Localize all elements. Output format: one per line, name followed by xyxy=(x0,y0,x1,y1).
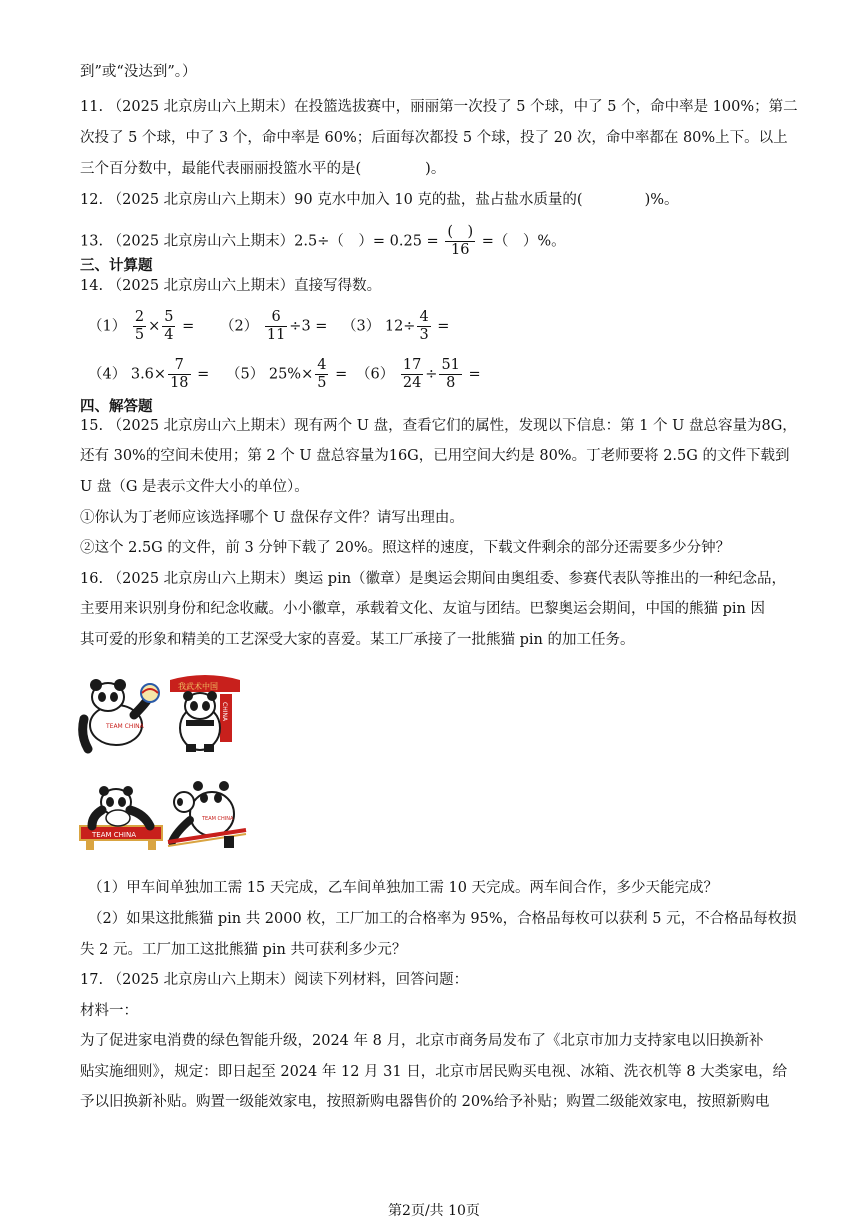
question-12 xyxy=(80,190,679,210)
item-label: （2） xyxy=(220,318,259,335)
question-15-line3: U 盘（G 是表示文件大小的单位）。 xyxy=(80,479,309,495)
pin-text: TEAM CHINA xyxy=(92,831,136,839)
calc-item-4: （4） 3.6× $\frac{7}{18}$ = xyxy=(88,357,210,391)
question-15-part2: ②这个 2.5G 的文件，前 3 分钟下载了 20%。照这样的速度，下载文件剩余的部分还需要多少分钟？ xyxy=(80,540,731,556)
question-16-sub1: （1）甲车间单独加工需 15 天完成，乙车间单独加工需 10 天完成。两车间合作，多少天能完成？ xyxy=(88,880,719,896)
question-11-line2: 次投了 5 个球，中了 3 个，命中率是 60%；后面每次都投 5 个球，投了 20 次，命中率都在 80%上下。以上 xyxy=(80,130,788,146)
item-label: （1） xyxy=(88,318,127,335)
item-label: （4） xyxy=(88,366,127,383)
question-16-line1: 16. （2025 北京房山六上期末）奥运 pin（徽章）是奥运会期间由奥组委、参赛代表队等推出的一种纪念品， xyxy=(80,571,787,587)
fraction: $\frac{2}{5}$ xyxy=(134,309,145,343)
page-footer: 第2页/共 10页 xyxy=(388,1203,480,1219)
pin-banner-text: 我武术中国 xyxy=(178,682,218,691)
fraction: $\frac{4}{3}$ xyxy=(419,309,429,343)
calc-item-2: （2） $\frac{6}{11}$ ÷3 = xyxy=(220,309,328,343)
calc-item-6: （6） $\frac{17}{24}$ ÷ $\frac{51}{8}$ = xyxy=(356,357,481,391)
section-heading-calc: 三、计算题 xyxy=(80,258,153,274)
question-13 xyxy=(80,224,566,259)
pin-side-text: CHINA xyxy=(221,702,228,722)
question-16-line3: 其可爱的形象和精美的工艺深受大家的喜爱。某工厂承接了一批熊猫 pin 的加工任务。 xyxy=(80,632,635,648)
calc-item-1: （1） $\frac{2}{5}$ × $\frac{5}{4}$ = xyxy=(88,309,195,343)
material-paragraph-line3: 予以旧换新补贴。购置一级能效家电，按照新购电器售价的 20%给予补贴；购置二级能效家电，按照新购电 xyxy=(80,1094,770,1110)
item-label: （3） xyxy=(342,318,381,335)
material-paragraph-line1: 为了促进家电消费的绿色智能升级，2024 年 8 月，北京市商务局发布了《北京市加力支持家电以旧换新补 xyxy=(80,1033,764,1049)
item-label: （6） xyxy=(356,366,395,383)
question-15-line2: 还有 30%的空间未使用；第 2 个 U 盘总容量为16G，已用空间大约是 80%。丁老师要将 2.5G 的文件下载到 xyxy=(80,448,790,464)
panda-pin-fencing-image xyxy=(166,776,248,852)
q13-text-end: =（ ）%。 xyxy=(481,233,566,250)
fraction: $\frac{17}{24}$ xyxy=(402,357,422,391)
text-line: 到”或“没达到”。） xyxy=(80,64,197,80)
q12-text-end: )%。 xyxy=(644,192,679,208)
material-paragraph-line2: 贴实施细则》，规定：即日起至 2024 年 12 月 31 日，北京市居民购买电视、冰箱、洗衣机等 8 大类家电，给 xyxy=(80,1064,788,1080)
calc-item-3: （3） 12÷ $\frac{4}{3}$ = xyxy=(342,309,450,343)
calc-item-5: （5） 25%× $\frac{4}{5}$ = xyxy=(226,357,348,391)
fraction: $\frac{5}{4}$ xyxy=(164,309,174,343)
fraction: $\frac{51}{8}$ xyxy=(441,357,460,391)
section-heading-answer: 四、解答题 xyxy=(80,399,153,415)
fraction: $\frac{7}{18}$ xyxy=(170,357,189,391)
item-label: （5） xyxy=(226,366,265,383)
material-1-label: 材料一： xyxy=(80,1003,138,1019)
fraction: $\frac{4}{5}$ xyxy=(317,357,327,391)
fraction: $\frac{6}{11}$ xyxy=(266,309,286,343)
fraction-denominator: 16 xyxy=(451,242,470,258)
fraction xyxy=(445,224,475,259)
pin-text: TEAM CHINA xyxy=(202,816,234,822)
q12-text: 12. （2025 北京房山六上期末）90 克水中加入 10 克的盐，盐占盐水质量的( xyxy=(80,192,583,208)
pin-text: TEAM CHINA xyxy=(106,723,144,730)
panda-pin-gymnastics-image xyxy=(78,776,164,852)
q13-text: 13. （2025 北京房山六上期末）2.5÷（ ）= 0.25 = xyxy=(80,233,439,250)
fraction-numerator: ( ) xyxy=(447,224,474,240)
q11-text: 三个百分数中，最能代表丽丽投篮水平的是( xyxy=(80,161,362,177)
question-17: 17. （2025 北京房山六上期末）阅读下列材料，回答问题： xyxy=(80,972,469,988)
question-15-line1: 15. （2025 北京房山六上期末）现有两个 U 盘，查看它们的属性，发现以下信息：第 1 个 U 盘总容量为8G， xyxy=(80,418,797,434)
question-14: 14. （2025 北京房山六上期末）直接写得数。 xyxy=(80,278,382,294)
question-11-line3 xyxy=(80,159,445,179)
panda-pin-volleyball-image xyxy=(78,675,162,755)
question-16-sub2-line1: （2）如果这批熊猫 pin 共 2000 枚，工厂加工的合格率为 95%，合格品每枚可以获利 5 元，不合格品每枚损 xyxy=(88,911,797,927)
q11-text-end: )。 xyxy=(425,161,446,177)
question-15-part1: ①你认为丁老师应该选择哪个 U 盘保存文件？请写出理由。 xyxy=(80,510,464,526)
question-11-line1: 11. （2025 北京房山六上期末）在投篮选拔赛中，丽丽第一次投了 5 个球，中了 5 个，命中率是 100%；第二 xyxy=(80,99,798,115)
question-16-line2: 主要用来识别身份和纪念收藏。小小徽章，承载着文化、友谊与团结。巴黎奥运会期间，中国的熊猫 pin 因 xyxy=(80,601,765,617)
question-16-sub2-line2: 失 2 元。工厂加工这批熊猫 pin 共可获利多少元？ xyxy=(80,942,407,958)
panda-pin-wushu-image xyxy=(166,672,244,754)
